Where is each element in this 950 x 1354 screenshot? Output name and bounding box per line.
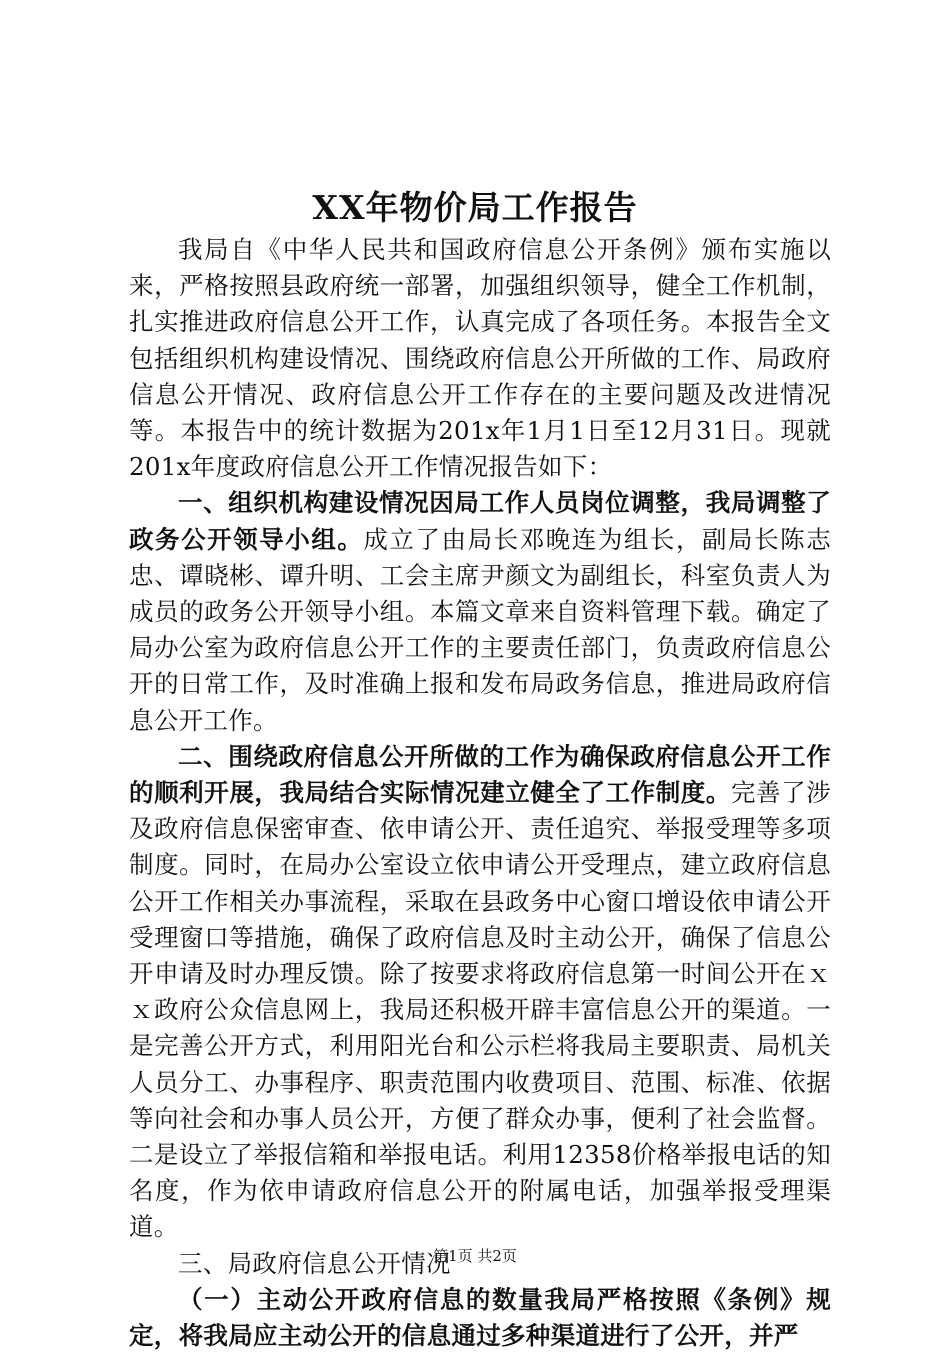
paragraph-section-1 xyxy=(129,485,831,738)
section-heading: 三、局政府信息公开情况 xyxy=(178,1248,451,1278)
document-title: XX年物价局工作报告 xyxy=(312,188,638,227)
paragraph-text: 我局自《中华人民共和国政府信息公开条例》颁布实施以来，严格按照县政府统一部署，加强组织领导，健全工作机制，扎实推进政府信息公开工作，认真完成了各项任务。本报告全文包括组织机构建设情况、围绕政府信息公开所做的工作、局政府信息公开情况、政府信息公开工作存在的主要问题及改进情况等。本报告中的统计数据为201x年1月1日至12月31日。现就201x年度政府信息公开工作情况报告如下： xyxy=(129,235,831,482)
paragraph-text: 完善了涉及政府信息保密审查、依申请公开、责任追究、举报受理等多项制度。同时，在局办公室设立依申请公开受理点，建立政府信息公开工作相关办事流程，采取在县政务中心窗口增设依申请公开受理窗口等措施，确保了政府信息及时主动公开，确保了信息公开申请及时办理反馈。除了按要求将政府信息第一时间公开在ｘｘ政府公众信息网上，我局还积极开辟丰富信息公开的渠道。一是完善公开方式，利用阳光台和公示栏将我局主要职责、局机关人员分工、办事程序、职责范围内收费项目、范围、标准、依据等向社会和办事人员公开，方便了群众办事，便利了社会监督。二是设立了举报信箱和举报电话。利用12358价格举报电话的知名度，作为依申请政府信息公开的附属电话，加强举报受理渠道。 xyxy=(129,778,831,1242)
document-body xyxy=(129,232,831,1354)
paragraph-intro xyxy=(129,232,831,485)
paragraph-subsection-1 xyxy=(129,1282,831,1354)
section-heading: 二、围绕政府信息公开所做的工作为确保政府信息公开工作的顺利开展，我局结合实际情况建立健全了工作制度。 xyxy=(129,741,831,808)
paragraph-text: 成立了由局长邓晚连为组长，副局长陈志忠、谭晓彬、谭升明、工会主席尹颜文为副组长，科室负责人为成员的政务公开领导小组。本篇文章来自资料管理下载。确定了局办公室为政府信息公开工作的主要责任部门，负责政府信息公开的日常工作，及时准确上报和发布局政务信息，推进局政府信息公开工作。 xyxy=(129,524,831,735)
paragraph-section-2 xyxy=(129,739,831,1246)
section-heading: 一、组织机构建设情况因局工作人员岗位调整，我局调整了政务公开领导小组。 xyxy=(129,488,831,554)
page-number-footer: 第1页 共2页 xyxy=(433,1247,517,1265)
subsection-heading: （一）主动公开政府信息的数量我局严格按照《条例》规定，将我局应主动公开的信息通过多种渠道进行了公开，并严 xyxy=(129,1284,831,1351)
